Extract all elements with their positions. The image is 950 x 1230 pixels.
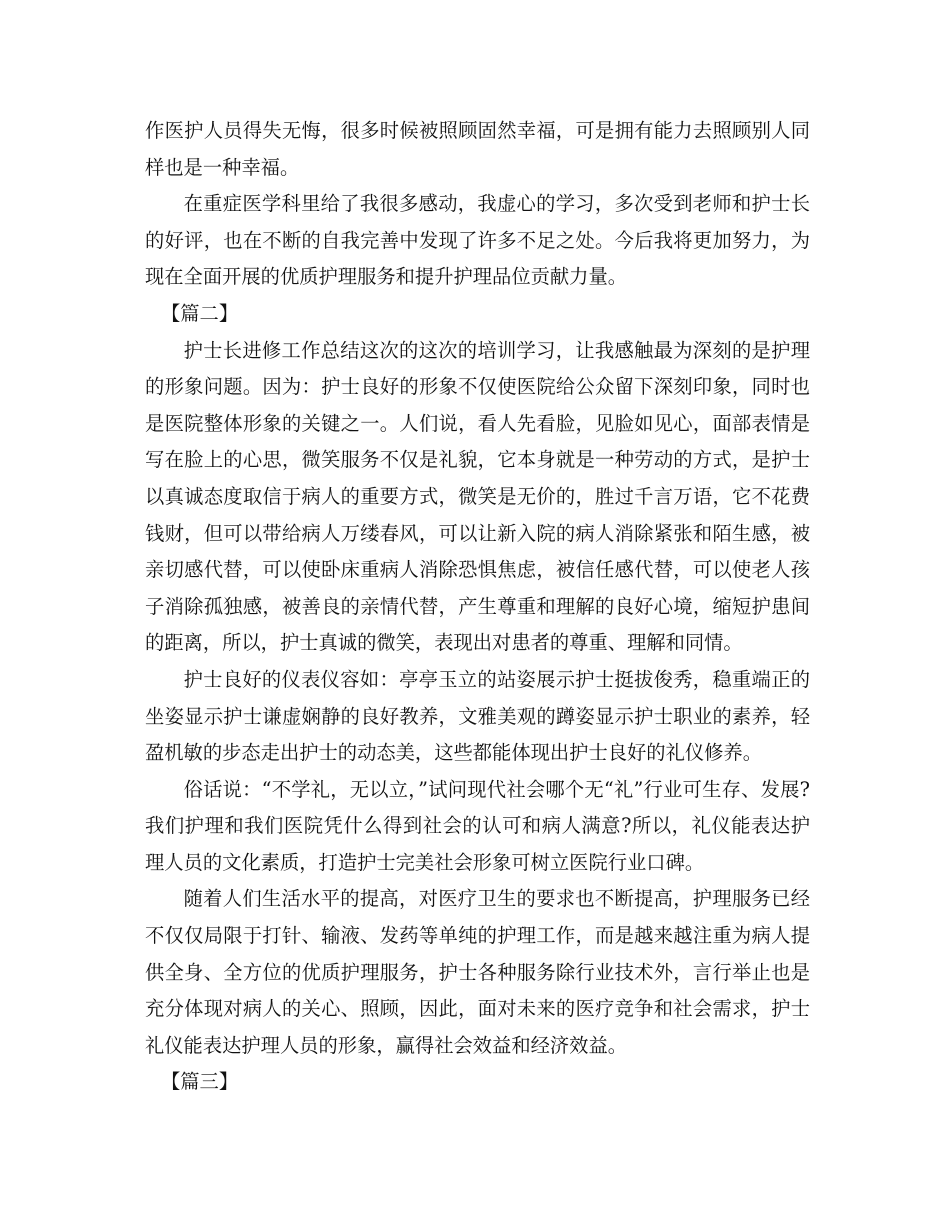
paragraph: 随着人们生活水平的提高，对医疗卫生的要求也不断提高，护理服务已经不仅仅局限于打针、输液、发药等单纯的护理工作，而是越来越注重为病人提供全身、全方位的优质护理服务，护士各种服务除行业技术外，言行举止也是充分体现对病人的关心、照顾，因此，面对未来的医疗竞争和社会需求，护士礼仪能表达护理人员的形象，赢得社会效益和经济效益。 [145, 887, 810, 1057]
paragraph: 在重症医学科里给了我很多感动，我虚心的学习，多次受到老师和护士长的好评，也在不断的自我完善中发现了许多不足之处。今后我将更加努力，为现在全面开展的优质护理服务和提升护理品位贡献力量。 [145, 192, 810, 289]
paragraph: 俗话说：“不学礼，无以立，”试问现代社会哪个无“礼”行业可生存、发展?我们护理和我们医院凭什么得到社会的认可和病人满意?所以，礼仪能表达护理人员的文化素质，打造护士完美社会形象可树立医院行业口碑。 [145, 777, 810, 874]
paragraph: 护士良好的仪表仪容如：亭亭玉立的站姿展示护士挺拔俊秀，稳重端正的坐姿显示护士谦虚娴静的良好教养，文雅美观的蹲姿显示护士职业的素养，轻盈机敏的步态走出护士的动态美，这些都能体现出护士良好的礼仪修养。 [145, 667, 810, 765]
paragraph-continuation: 作医护人员得失无悔，很多时候被照顾固然幸福，可是拥有能力去照顾别人同样也是一种幸福。 [145, 119, 810, 179]
document-body [145, 113, 810, 1101]
section-heading: 【篇二】 [161, 301, 239, 325]
section-heading: 【篇三】 [161, 1070, 239, 1094]
paragraph: 护士长进修工作总结这次的这次的培训学习，让我感触最为深刻的是护理的形象问题。因为：护士良好的形象不仅使医院给公众留下深刻印象，同时也是医院整体形象的关键之一。人们说，看人先看脸，见脸如见心，面部表情是写在脸上的心思，微笑服务不仅是礼貌，它本身就是一种劳动的方式，是护士以真诚态度取信于病人的重要方式，微笑是无价的，胜过千言万语，它不花费钱财，但可以带给病人万缕春风，可以让新入院的病人消除紧张和陌生感，被亲切感代替，可以使卧床重病人消除恐惧焦虑，被信任感代替，可以使老人孩子消除孤独感，被善良的亲情代替，产生尊重和理解的良好心境，缩短护患间的距离，所以，护士真诚的微笑，表现出对患者的尊重、理解和同情。 [145, 338, 810, 655]
